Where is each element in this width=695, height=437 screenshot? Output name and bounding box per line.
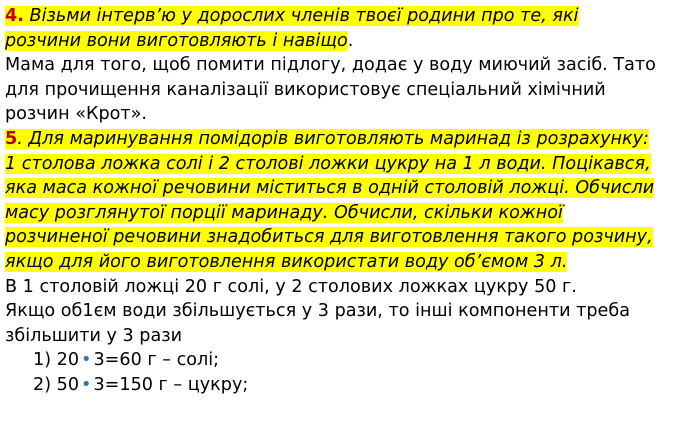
list-item-value-b: 3=60 г – солі;	[93, 350, 220, 371]
list-item	[5, 373, 693, 398]
bullet-multiply-icon: •	[81, 374, 92, 395]
task4-answer-line-2: для прочищення каналізації використовує спеціальний хімічний	[5, 79, 606, 100]
task5-question-text-2: 1 столова ложка солі і 2 столові ложки цукру на 1 л води. Поцікався,	[5, 153, 651, 174]
task5-question-line-4	[5, 201, 693, 226]
list-item	[5, 348, 693, 373]
task5-question-line-2	[5, 152, 693, 177]
task5-question-line-5	[5, 225, 693, 250]
task5-question-line-6	[5, 250, 693, 275]
task4-question-end: .	[347, 30, 354, 51]
task4-number: 4.	[5, 6, 24, 26]
task5-question-text-1: . Для маринування помідорів виготовляють маринад із розрахунку:	[17, 128, 649, 149]
task5-number: 5	[5, 128, 18, 149]
task4-question-line-2	[5, 29, 693, 54]
list-item-value-a: 50	[56, 374, 80, 395]
task5-question-text-4: масу розглянутої порції маринаду. Обчисли, скільки кожної	[5, 202, 563, 223]
task5-question-text-6: якщо для його виготовлення використати воду об’ємом 3 л.	[5, 251, 568, 272]
list-item-value-b: 3=150 г – цукру;	[93, 374, 249, 395]
task4-question-text-1: Візьми інтерв’ю у дорослих членів твоєї родини про те, які	[23, 6, 579, 26]
list-item-value-a: 20	[56, 350, 80, 371]
task4-question-text-2: розчини вони виготовляють і навіщо	[5, 30, 348, 51]
task4-question-line-1	[5, 4, 693, 29]
task5-highlight-1	[5, 129, 649, 149]
task4-answer-line-3: розчин «Крот».	[5, 104, 148, 125]
list-item-marker: 1)	[33, 350, 52, 371]
task5-question-text-3: яка маса кожної речовини міститься в одній столовій ложці. Обчисли	[5, 178, 655, 199]
task4-highlight-1	[5, 6, 579, 26]
document-page	[5, 4, 693, 398]
list-item-marker: 2)	[33, 374, 52, 395]
bullet-multiply-icon: •	[81, 350, 92, 371]
task5-question-text-5: розчиненої речовини знадобиться для виготовлення такого розчину,	[5, 227, 653, 248]
task5-answer-line-3: збільшити у 3 рази	[5, 325, 183, 346]
task4-answer-line-1: Мама для того, щоб помити підлогу, додає у воду миючий засіб. Тато	[5, 55, 656, 76]
task5-answer-line-2: Якщо об1єм води збільшується у 3 рази, то інші компоненти треба	[5, 301, 630, 322]
task5-question-line-1	[5, 127, 693, 152]
task5-answer-line-1: В 1 столовій ложці 20 г солі, у 2 столових ложках цукру 50 г.	[5, 276, 577, 297]
task5-question-line-3	[5, 176, 693, 201]
